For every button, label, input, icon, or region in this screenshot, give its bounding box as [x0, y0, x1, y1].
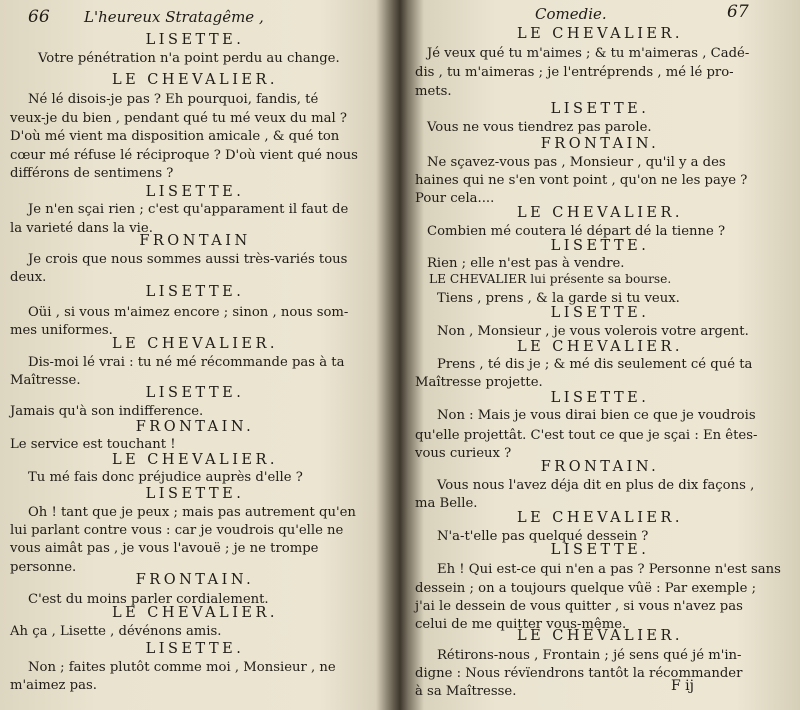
left-page: [10, 0, 380, 710]
speaker-name: LISETTE.: [145, 184, 245, 200]
speaker-name: LE CHEVALIER.: [111, 72, 279, 88]
dialogue-line: différons de sentimens ?: [10, 166, 174, 181]
dialogue-line: celui de me quitter vous-même.: [415, 617, 627, 632]
dialogue-line: Né lé disois-je pas ? Eh pourquoi, fandis, té: [28, 92, 319, 107]
dialogue-line: Dis-moi lé vrai : tu né mé récommande pas à ta: [28, 355, 345, 370]
dialogue-line: m'aimez pas.: [10, 678, 97, 693]
dialogue-line: Tu mé fais donc préjudice auprès d'elle ?: [28, 470, 303, 485]
speaker-name: LISETTE.: [145, 385, 245, 401]
dialogue-line: Tiens , prens , & la garde si tu veux.: [437, 291, 680, 306]
dialogue-line: Je n'en sçai rien ; c'est qu'apparament il faut de: [28, 202, 349, 217]
speaker-name: LISETTE.: [145, 486, 245, 502]
running-head: Comedie.: [535, 5, 607, 23]
speaker-name: LE CHEVALIER.: [516, 510, 684, 526]
dialogue-line: Oh ! tant que je peux ; mais pas autrement qu'en: [28, 505, 356, 520]
dialogue-line: dis , tu m'aimeras ; je l'entréprends , mé lé pro-: [415, 65, 734, 80]
speaker-name: FRONTAIN.: [135, 419, 255, 435]
dialogue-line: vous aimât pas , je vous l'avouë ; je ne trompe: [10, 541, 319, 556]
speaker-name: FRONTAIN.: [135, 572, 255, 588]
dialogue-line: Non , Monsieur , je vous volerois votre argent.: [437, 324, 749, 339]
dialogue-line: lui parlant contre vous : car je voudrois qu'elle ne: [10, 523, 344, 538]
dialogue-line: Prens , té dis je ; & mé dis seulement cé qué ta: [437, 357, 753, 372]
dialogue-line: deux.: [10, 270, 47, 285]
right-page: [415, 0, 785, 710]
dialogue-line: Rien ; elle n'est pas à vendre.: [427, 256, 625, 271]
speaker-name: LE CHEVALIER.: [111, 452, 279, 468]
dialogue-line: vous curieux ?: [415, 446, 512, 461]
speaker-name: LISETTE.: [145, 641, 245, 657]
dialogue-line: veux-je du bien , pendant qué tu mé veux du mal ?: [10, 111, 347, 126]
dialogue-line: Le service est touchant !: [10, 437, 176, 452]
speaker-name: FRONTAIN: [139, 233, 251, 249]
dialogue-line: Maîtresse.: [10, 373, 81, 388]
dialogue-line: j'ai le dessein de vous quitter , si vous n'avez pas: [415, 599, 743, 614]
page-number: 67: [727, 2, 749, 22]
speaker-name: FRONTAIN.: [540, 459, 660, 475]
dialogue-line: Ne sçavez-vous pas , Monsieur , qu'il y a des: [427, 155, 726, 170]
dialogue-line: Pour cela....: [415, 191, 495, 206]
dialogue-line: dessein ; on a toujours quelque vûë : Par exemple ;: [415, 581, 757, 596]
dialogue-line: ma Belle.: [415, 496, 478, 511]
speaker-name: LE CHEVALIER.: [516, 26, 684, 42]
dialogue-line: Maîtresse projette.: [415, 375, 543, 390]
speaker-name: LISETTE.: [145, 284, 245, 300]
dialogue-line: qu'elle projettât. C'est tout ce que je sçai : En êtes-: [415, 428, 758, 443]
dialogue-line: Vous nous l'avez déja dit en plus de dix façons ,: [437, 478, 755, 493]
dialogue-line: personne.: [10, 560, 77, 575]
dialogue-line: Eh ! Qui est-ce qui n'en a pas ? Personne n'est sans: [437, 562, 781, 577]
dialogue-line: C'est du moins parler cordialement.: [28, 592, 269, 607]
dialogue-line: mets.: [415, 84, 452, 99]
speaker-name: LISETTE.: [550, 390, 650, 406]
speaker-name: LE CHEVALIER.: [516, 205, 684, 221]
dialogue-line: Vous ne vous tiendrez pas parole.: [427, 120, 652, 135]
stage-direction-line: LE CHEVALIER lui présente sa bourse.: [429, 272, 672, 286]
dialogue-line: D'où mé vient ma disposition amicale , & qué ton: [10, 129, 340, 144]
speaker-name: LE CHEVALIER.: [516, 339, 684, 355]
dialogue-line: Rétirons-nous , Frontain ; jé sens qué jé m'in-: [437, 648, 742, 663]
speaker-name: LE CHEVALIER.: [111, 605, 279, 621]
dialogue-line: la varieté dans la vie.: [10, 221, 153, 236]
signature-mark: F ij: [671, 678, 694, 694]
speaker-name: LISETTE.: [550, 238, 650, 254]
speaker-name: LISETTE.: [550, 305, 650, 321]
dialogue-line: Ah ça , Lisette , dévénons amis.: [10, 624, 222, 639]
dialogue-line: N'a-t'elle pas quelqué dessein ?: [437, 529, 649, 544]
dialogue-line: Oüi , si vous m'aimez encore ; sinon , nous som-: [28, 305, 349, 320]
page-number: 66: [28, 7, 50, 27]
speaker-name: FRONTAIN.: [540, 136, 660, 152]
dialogue-line: cœur mé réfuse lé réciproque ? D'où vient qué nous: [10, 148, 358, 163]
speaker-name: LISETTE.: [550, 542, 650, 558]
running-head: L'heureux Stratagême ,: [84, 8, 264, 26]
dialogue-line: Jamais qu'à son indifference.: [10, 404, 204, 419]
speaker-name: LISETTE.: [550, 101, 650, 117]
dialogue-line: mes uniformes.: [10, 323, 113, 338]
dialogue-line: Combien mé coutera lé départ dé la tienne ?: [427, 224, 726, 239]
dialogue-line: Non : Mais je vous dirai bien ce que je voudrois: [437, 408, 756, 423]
dialogue-line: haines qui ne s'en vont point , qu'on ne les paye ?: [415, 173, 748, 188]
dialogue-line: Je crois que nous sommes aussi très-variés tous: [28, 252, 348, 267]
speaker-name: LISETTE.: [145, 32, 245, 48]
dialogue-line: Votre pénétration n'a point perdu au change.: [38, 51, 340, 66]
dialogue-line: digne : Nous révïendrons tantôt la récommander: [415, 666, 743, 681]
speaker-name: LE CHEVALIER.: [516, 628, 684, 644]
dialogue-line: à sa Maîtresse.: [415, 684, 517, 699]
dialogue-line: Non ; faites plutôt comme moi , Monsieur , ne: [28, 660, 336, 675]
dialogue-line: Jé veux qué tu m'aimes ; & tu m'aimeras , Cadé-: [427, 46, 750, 61]
speaker-name: LE CHEVALIER.: [111, 336, 279, 352]
